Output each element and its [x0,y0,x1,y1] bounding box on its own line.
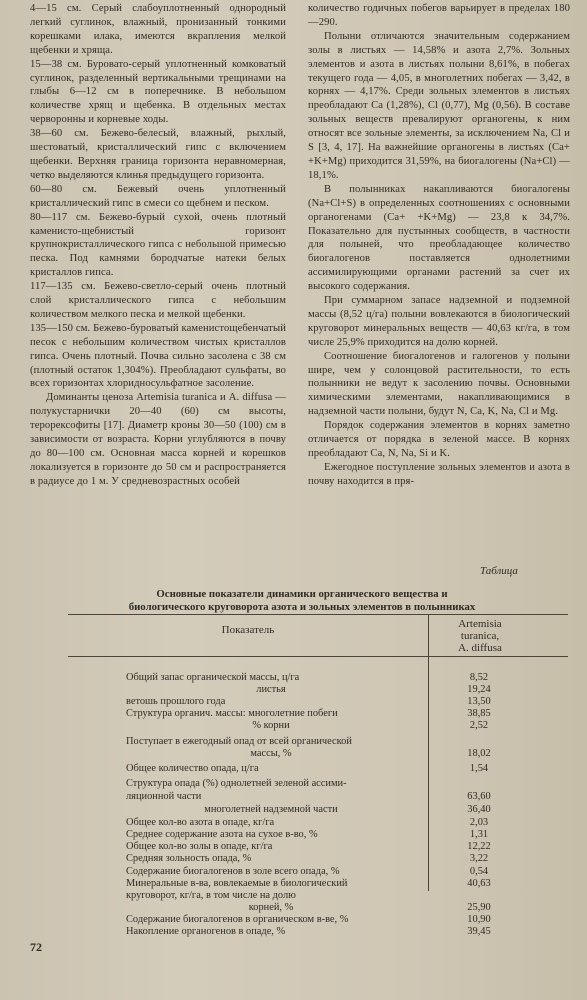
page-number: 72 [30,940,42,954]
row-value: 25,90 [467,902,491,913]
table-title [74,588,530,614]
paragraph: Соотношение биогалогенов и галогенов у полыни шире, чем у солонцовой растительности, то есть полынники не ведут к засолению почвы. Основными химическими элементами, накапливающимися в надземной части полыни, будут N, Ca, K, Na, Cl и Mg. [308,350,570,418]
header-bottom-rule [68,656,568,657]
table-top-rule [68,614,568,615]
right-text-column [308,2,570,489]
paragraph: 60—80 см. Бежевый очень уплотненный кристаллический гипс в смеси со щебнем и песком. [30,183,286,209]
paragraph: Доминанты ценоза Artemisia turanica и A. diffusa — полукустарнички 20—40 (60) см высоты, терорексофиты [17]. Диаметр кроны 30—50 (100) см в зависимости от возраста. Корни углубляются в почву до 80—100 см. Основная масса корней и корешков локализуется в горизонте до 50 см и распространяется в радиусе до 1 м. У средневозрастных особей [30,392,286,487]
row-label: ляционной части [126,791,202,802]
row-value: 2,52 [469,720,489,731]
paragraph: Ежегодное поступление зольных элементов и азота в почву находится в пря- [308,461,570,487]
header-divider [428,614,429,656]
row-label: массы, % [250,748,292,759]
paragraph: 15—38 см. Буровато-серый уплотненный комковатый суглинок, разделенный вертикальными трещинами на глыбы 6—12 см в поперечнике. В небольшом количестве хрящ и щебенка. В отдельных местах черворонны и корневые ходы. [30,58,286,126]
header-species-line: Artemisia [458,618,502,630]
row-value: 3,22 [469,853,489,864]
paragraph: 4—15 см. Серый слабоуплотненный однородный легкий суглинок, влажный, пронизанный тонкими корешками илака, имеются вкрапления мелкой щебенки и хряща. [30,3,286,56]
table-title-line: Основные показатели динамики органического вещества и [156,588,448,600]
paragraph: При суммарном запасе надземной и подземной массы (8,52 ц/га) полыни вовлекаются в биологический круговорот минеральных веществ — 40,63 кг/га, в том числе 25,9% приходится на долю корней. [308,295,570,348]
paragraph: 38—60 см. Бежево-белесый, влажный, рыхлый, шестоватый, кристаллический гипс с включением щебенки. Верхняя граница горизонта неравномерная, четко выделяются клинья предыдущего горизонта. [30,128,286,181]
row-label: многолетней надземной части [204,804,338,815]
row-value: 1,31 [469,829,489,840]
row-label: корней, % [248,902,294,913]
row-value: 10,90 [467,914,491,925]
row-label: Содержание биогалогенов в органическом в-ве, % [126,914,349,925]
row-value: 63,60 [467,791,491,802]
row-label: Минеральные в-ва, вовлекаемые в биологический [126,878,348,889]
paragraph: 80—117 см. Бежево-бурый сухой, очень плотный каменисто-щебнистый горизонт крупнокристаллического гипса с небольшой примесью песка. Под камнями бородчатые натеки белых кристаллов гипса. [30,211,286,279]
row-label: Общий запас органической массы, ц/га [126,672,300,683]
header-species-line: A. diffusa [458,642,502,654]
header-indicator: Показатель [221,624,275,636]
paragraph: В полынниках накапливаются биогалогены (Na+Cl+S) в определенных соотношениях с основными органогенами (Ca+ +K+Mg) — 23,8 к 34,7%. Показательно для пустынных сообществ, в частности для полыней, что преобладающее количество биогалогенов поставляется однолетними ассимилирующими органами растений за счет их высокого содержания. [308,183,570,293]
row-label: Поступает в ежегодный опад от всей органической [126,736,352,747]
row-label: Общее количество опада, ц/га [126,763,259,774]
row-label: Содержание биогалогенов в золе всего опада, % [126,866,340,877]
row-value: 13,50 [467,696,491,707]
row-label: Средняя зольность опада, % [126,853,252,864]
row-label: Общее кол-во золы в опаде, кг/га [126,841,273,852]
left-text-column [30,2,286,489]
row-value: 40,63 [467,878,491,889]
row-label: Структура органич. массы: многолетние побеги [126,708,338,719]
header-species [430,618,530,654]
row-label: ветошь прошлого года [126,696,226,707]
row-value: 2,03 [469,817,489,828]
row-label: круговорот, кг/га, в том числе на долю [126,890,296,901]
row-value: 1,54 [469,763,489,774]
row-label: листья [256,684,286,695]
row-label: Структура опада (%) однолетней зеленой ассими- [126,778,347,789]
row-value: 0,54 [469,866,489,877]
paragraph: 135—150 см. Бежево-буроватый каменистощебенчатый песок с небольшим количеством чистых кристаллов гипса. Очень плотный. Почва сильно засолена с 38 см (плотный остаток 1,304%). Преобладают сульфаты, во всех горизонтах хлориднoсульфатное засоление. [30,322,286,390]
row-value: 18,02 [467,748,491,759]
paragraph: количество годичных побегов варьирует в пределах 180—290. [308,3,570,28]
row-value: 19,24 [467,684,491,695]
row-value: 39,45 [467,926,491,937]
row-value: 38,85 [467,708,491,719]
table-label: Таблица [480,565,518,577]
paragraph: Порядок содержания элементов в корнях заметно отличается от порядка в зеленой массе. В корнях преобладают Ca, N, Na, Si и K. [308,420,570,459]
value-column-divider [428,656,429,891]
paragraph: 117—135 см. Бежево-светло-серый очень плотный слой кристаллического гипса с небольшим количеством мелкого песка и мелкой щебенки. [30,281,286,320]
row-label: Общее кол-во азота в опаде, кг/га [126,817,275,828]
header-species-line: turanica, [460,630,500,642]
row-label: % корни [252,720,290,731]
row-value: 12,22 [467,841,491,852]
row-value: 36,40 [467,804,491,815]
paragraph: Полыни отличаются значительным содержанием золы в листьях — 14,58% и азота 2,7%. Зольных элементов и азота в листьях полыни 8,61%, в побегах текущего года — 4,05, в многолетних побегах — 3,42, в корнях — 4,17%. Среди зольных элементов в листьях преобладают Ca (1,28%), Cl (0,77), Mg (0,56). В составе зольных веществ превалируют органогены, к ним относят все зольные элементы, за исключением Na, Cl и S [3, 4, 17]. На важнейшие органогены в листьях (Ca+ +K+Mg) приходится 31,59%, на биогалогены (Na+Cl) — 18,1%. [308,30,570,181]
table-title-line: биологического круговорота азота и зольных элементов в полынниках [128,601,476,613]
row-label: Накопление органогенов в опаде, % [126,926,286,937]
row-value: 8,52 [469,672,489,683]
row-label: Среднее содержание азота на сухое в-во, % [126,829,318,840]
